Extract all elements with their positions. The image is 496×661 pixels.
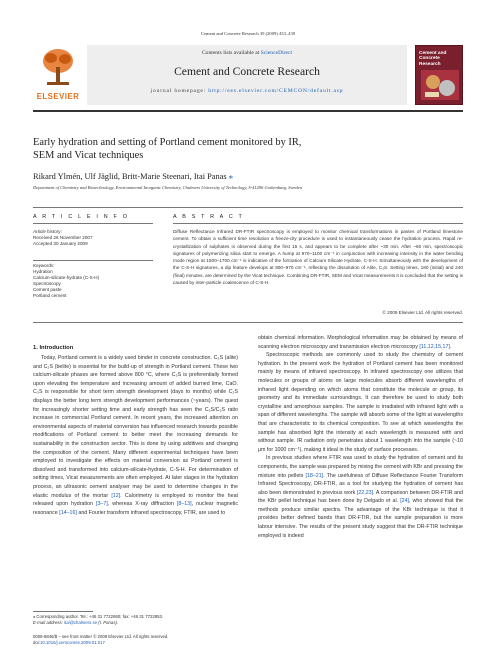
article-title-line-2: SEM and Vicat techniques bbox=[33, 150, 144, 161]
intro-paragraph-2: Spectroscopic methods are commonly used to study the chemistry of cement hydration. In the present work the hydration of Portland cement has been monitored mainly by means of infrared spectroscopy. In infrared spectroscopy one utilizes that molecules or groups of atoms on large molecules absorb different wavelengths of infrared light depending on which atoms that constitute the molecule or group, its geometry and its immediate surroundings. It can therefore be used to study both crystalline and amorphous samples. The sample is irradiated with infrared light with a span of different wavelengths. The sample will absorb some of the light at wavelengths that are characteristic to its chemical composition. To see at which wavelengths the sample has absorbed light the intensity at each wavelength is measured with and without sample. IR radiation only penetrates about 1 wavelength into the sample (~10 μm for 1000 cm⁻¹), making it ideal in the study of surface processes. bbox=[258, 352, 463, 453]
body-column-right bbox=[258, 334, 463, 540]
citation-link[interactable]: [24] bbox=[400, 498, 410, 505]
accepted-date: Accepted 30 January 2009 bbox=[33, 240, 88, 246]
article-title bbox=[33, 136, 463, 162]
corresponding-author-footnote bbox=[33, 614, 238, 626]
cover-title: Cement and Concrete Research bbox=[419, 51, 447, 67]
abstract-bottom-rule bbox=[33, 322, 463, 323]
homepage-prefix: journal homepage: bbox=[150, 88, 209, 94]
article-info-label: A R T I C L E I N F O bbox=[33, 214, 130, 220]
history-heading: Article history: bbox=[33, 229, 62, 234]
intro-paragraph-3: In previous studies where FTIR was used to study the hydration of cement and its components, the sample was prepared by mixing the cement with KBr and pressing the mixture into pellets [18–21]. The usefulness of Diffuse Reflectance Fourier Transform Infrared Spectroscopy, DR-FTIR, as a tool for studying the hydration of cement has also been demonstrated in previous work [22,23]. A comparison between DR-FTIR and the KBr pellet technique has been done by Delgado et al. [24], who showed that the methods produce similar spectra. The advantage of the KBr technique is that it provides better defined bands than DR-FTIR, but the sample preparation is more labour intensive. The results of the present study suggest that the DR-FTIR technique employed is indeed bbox=[258, 455, 464, 539]
citation-link[interactable]: [22,23] bbox=[356, 489, 374, 496]
keyword-item: Portland cement bbox=[33, 292, 67, 298]
footnote-rule bbox=[33, 611, 93, 612]
elsevier-tree-icon bbox=[41, 47, 75, 87]
citation-link[interactable]: [8–13] bbox=[176, 501, 192, 508]
intro-paragraph-1: Today, Portland cement is a widely used binder in concrete construction. C₃S (alite) and C₂S (belite) is essential for the build-up of strength in Portland cement. These two calcium-silicate phases are formed above 800 °C, where C₃S is preferentially formed upon elevating the temperature and increasing amount of added burned lime, CaO. C₃S is responsible for short term strength development (days to months) while C₂S displays the better long term strength development performances (~years). The quest for increasingly shorter setting time and early strength has seen the C₃S/C₂S ratio increase in commercial Portland cement. In recent years, the increased attention on environmental aspects of material conversion has influenced research towards possible modifications of Portland cement to better meet the increasing demands for sustainability in the construction sector. This is done by using additives and changing the composition of the cement. Many different experimental techniques have been employed to investigate the effects on material conversion as Portland cement is dissolved and transformed into calcium-silicate-hydrate, C-S-H. For determination of setting times, Vicat measurements are often employed. At later stages in the hydration process, an ultrasonic cement analyser may be used to determine changes in the elastic modulus of the mortar [12]. Calorimetry is employed to monitor the heat released upon hydration [3–7], whereas X-ray diffraction [8–13], nuclear magnetic resonance [14–16] and Fourier transform infrared spectroscopy, FTIR, are used to bbox=[33, 355, 238, 516]
issn-line: 0008-8846/$ – see front matter © 2009 Elsevier Ltd. All rights reserved. bbox=[33, 634, 169, 639]
citation-link[interactable]: [3–7] bbox=[95, 501, 108, 508]
cover-art bbox=[421, 70, 459, 100]
keywords-heading: Keywords: bbox=[33, 263, 55, 268]
keywords-rule bbox=[33, 260, 153, 261]
doi-line: doi:10.1016/j.cemconres.2009.01.017 bbox=[33, 640, 105, 646]
sciencedirect-link[interactable]: ScienceDirect bbox=[260, 50, 293, 56]
journal-header bbox=[33, 45, 463, 105]
received-date: Received 26 November 2007 bbox=[33, 234, 93, 240]
journal-homepage bbox=[87, 88, 407, 94]
contents-line bbox=[87, 50, 407, 56]
footer-info bbox=[33, 634, 263, 646]
authors-text: Rikard Ylmén, Ulf Jäglid, Britt-Marie Steenari, Itai Panas bbox=[33, 172, 227, 181]
body-column-left bbox=[33, 354, 238, 517]
running-head: Cement and Concrete Research 39 (2009) 433–439 bbox=[200, 31, 296, 36]
citation-link[interactable]: [14–16] bbox=[59, 509, 77, 516]
keyword-item: Hydration bbox=[33, 268, 53, 274]
keywords-block bbox=[33, 263, 153, 298]
section-heading-introduction: 1. Introduction bbox=[33, 345, 74, 351]
abstract-rule bbox=[173, 223, 463, 224]
article-history bbox=[33, 229, 153, 247]
journal-cover-image bbox=[415, 45, 463, 105]
citation-link[interactable]: [11,12,15,17] bbox=[419, 343, 450, 350]
copyright-notice: © 2009 Elsevier Ltd. All rights reserved. bbox=[382, 310, 463, 315]
abstract-text: Diffuse Reflectance Infrared DR-FTIR spectroscopy is employed to monitor chemical transformations in pastes of Portland limestone cement. To obtain a sufficient time resolution a freeze-dry procedure is used to instantaneously cease the hydration process. Rapid re-crystallization of sulphates is observed during the first 15 s, and appears to be complete after ~30 min. After ~60 min, spectroscopic signatures of polymerizing silica start to emerge. A hump at 970–1100 cm⁻¹ in conjunction with increasing intensity in the water bending mode region at 1500–1700 cm⁻¹ is indicative of the formation of Calcium Silicate Hydrate, C-S-H. Simultaneously with the development of the C-S-H signatures, a dip feature develops at 800–970 cm⁻¹, reflecting the dissolution of Alite, C₃S. Setting times, 180 (initial) and 240 (final) minutes, are determined by the Vicat technique. Combining DR-FTIR, SEM and Vicat measurements it is concluded that the setting is caused by inter-particle coalescence of C-S-H. bbox=[173, 229, 463, 286]
citation-link[interactable]: [12] bbox=[111, 492, 121, 499]
journal-title: Cement and Concrete Research bbox=[174, 65, 320, 78]
contents-prefix: Contents lists available at bbox=[201, 50, 261, 56]
doi-link[interactable]: 10.1016/j.cemconres.2009.01.017 bbox=[39, 640, 105, 646]
intro-paragraph-continued: obtain chemical information. Morphological information may be obtained by means of scanning electron microscopy and transmission electron microscopy [11,12,15,17]. bbox=[258, 335, 463, 350]
elsevier-wordmark: ELSEVIER bbox=[36, 92, 80, 101]
corresponding-author-mark[interactable]: ⁎ bbox=[228, 172, 233, 181]
footnote-contact: ⁎ Corresponding author. Tel.: +46 31 7722860; fax: +46 31 7722853. bbox=[33, 614, 164, 619]
info-top-rule bbox=[33, 207, 463, 208]
keyword-item: Cement paste bbox=[33, 286, 62, 292]
elsevier-logo[interactable] bbox=[33, 45, 83, 105]
homepage-link[interactable]: http://ees.elsevier.com/CEMCON/default.asp bbox=[208, 88, 344, 94]
keyword-item: Spectroscopy bbox=[33, 280, 61, 286]
abstract-label: A B S T R A C T bbox=[173, 214, 245, 220]
affiliation: Department of Chemistry and Biotechnology, Environmental Inorganic Chemistry, Chalmers University of Technology, S-41296 Gothenburg, Sweden bbox=[33, 185, 303, 190]
author-list bbox=[33, 171, 463, 181]
footnote-email-line: E-mail address: itai@chalmers.se (I. Panas). bbox=[33, 620, 119, 626]
journal-masthead bbox=[87, 45, 407, 105]
email-link[interactable]: itai@chalmers.se bbox=[64, 620, 98, 626]
article-info-rule bbox=[33, 223, 153, 224]
header-rule bbox=[33, 110, 463, 112]
article-title-line-1: Early hydration and setting of Portland cement monitored by IR, bbox=[33, 137, 302, 148]
citation-link[interactable]: [18–21] bbox=[305, 472, 324, 479]
keyword-item: Calcium-silicate-hydrate (C-S-H) bbox=[33, 274, 100, 280]
